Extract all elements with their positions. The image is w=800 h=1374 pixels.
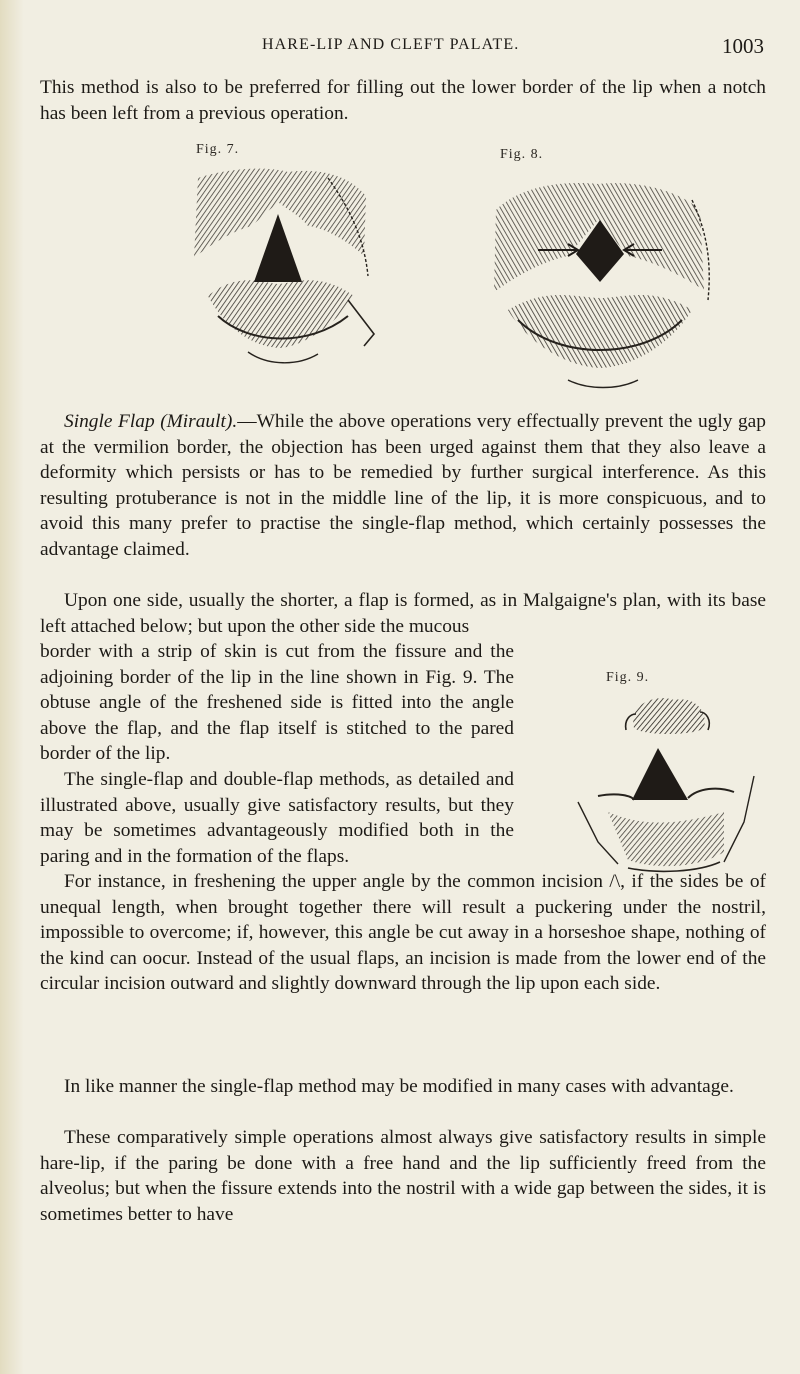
fig9-caption: Fig. 9. bbox=[606, 670, 650, 685]
paragraph-single-flap bbox=[40, 409, 766, 563]
section-run-in-heading: Single Flap (Mirault). bbox=[64, 411, 238, 432]
fig8-caption: Fig. 8. bbox=[500, 147, 544, 162]
fig8-illustration bbox=[478, 170, 718, 394]
paragraph-single-flap-text: —While the above operations very effectually prevent the ugly gap at the vermilion border, the objection has been urged against them that they also leave a deformity which persists or has to be remedied by further surgical interference. As this resulting protuberance is not in the middle line of the lip, it is more conspicuous, and to avoid this many prefer to practise the single-flap method, which certainly possesses the advantage claimed. bbox=[40, 411, 766, 560]
running-head bbox=[40, 36, 764, 60]
fig7-illustration bbox=[178, 166, 378, 380]
paragraph-3-lead: Upon one side, usually the shorter, a flap is formed, as in Malgaigne's plan, with its base left attached below; but upon the other side the mucous bbox=[40, 590, 766, 637]
fig9-illustration bbox=[548, 692, 768, 874]
paragraph-4: The single-flap and double-flap methods, as detailed and illustrated above, usually give satisfactory results, but they may be sometimes advantageously modified both in the paring and in the formation of the flaps. bbox=[40, 769, 514, 867]
fig7-lip-drawing bbox=[178, 166, 378, 380]
fig8-lip-drawing bbox=[478, 170, 718, 394]
paragraph-7: These comparatively simple operations almost always give satisfactory results in simple hare-lip, if the paring be done with a free hand and the lip sufficiently freed from the alveolus; but when the fissure extends into the nostril with a wide gap between the sides, it is sometimes better to have bbox=[40, 1127, 766, 1225]
paragraph-6: In like manner the single-flap method may be modified in many cases with advantage. bbox=[64, 1076, 734, 1097]
paragraph-5: For instance, in freshening the upper angle by the common incision /\, if the sides be of unequal length, when brought together there will result a puckering under the nostril, impossible to overcome; if, however, this angle be cut away in a horseshoe shape, nothing of the kind can oocur. Instead of the usual flaps, an incision is made from the lower end of the circular incision outward and slightly downward through the lip upon each side. bbox=[40, 871, 766, 995]
page-edge-shadow bbox=[0, 0, 24, 1374]
running-head-title: HARE-LIP AND CLEFT PALATE. bbox=[262, 36, 520, 53]
page-number: 1003 bbox=[722, 34, 764, 58]
paragraph-1: This method is also to be preferred for filling out the lower border of the lip when a notch has been left from a previous operation. bbox=[40, 77, 766, 124]
fig9-lip-drawing bbox=[548, 692, 768, 874]
fig7-caption: Fig. 7. bbox=[196, 142, 240, 157]
paragraph-3-continued: border with a strip of skin is cut from the fissure and the adjoining border of the lip in the line shown in Fig. 9. The obtuse angle of the freshened side is fitted into the angle above the flap, and the flap itself is stitched to the pared border of the lip. bbox=[40, 641, 514, 765]
